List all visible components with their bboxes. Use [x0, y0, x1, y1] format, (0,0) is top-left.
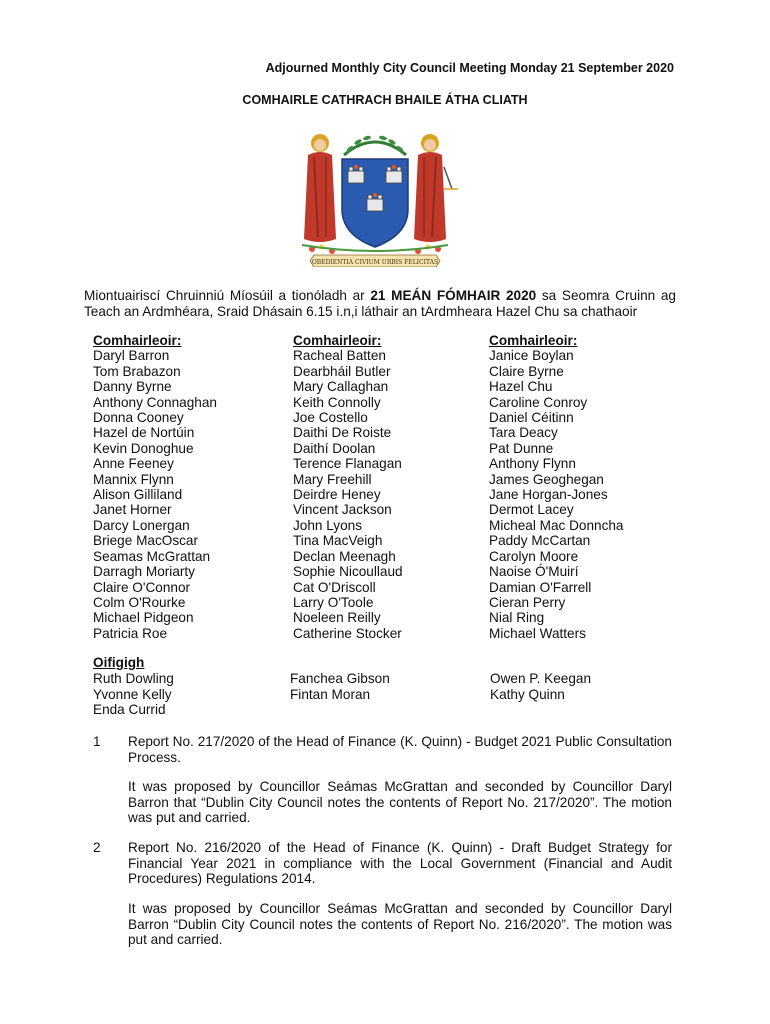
councillor-name: Naoise Ó'Muirí	[489, 564, 579, 580]
item-report: Report No. 217/2020 of the Head of Finance (K. Quinn) - Budget 2021 Public Consultation Process.	[128, 734, 672, 765]
councillor-name: Paddy McCartan	[489, 533, 591, 549]
meeting-header: Adjourned Monthly City Council Meeting Monday 21 September 2020	[265, 61, 674, 75]
councillor-name: John Lyons	[293, 517, 363, 533]
councillor-name: Mannix Flynn	[93, 471, 174, 487]
councillor-name: Noeleen Reilly	[293, 610, 381, 626]
councillor-name: Tom Brabazon	[93, 363, 181, 379]
councillor-name: Michael Watters	[489, 625, 586, 641]
councillor-name: Darcy Lonergan	[93, 517, 190, 533]
official-name: Owen P. Keegan	[490, 671, 592, 686]
official-name: Yvonne Kelly	[93, 686, 172, 702]
councillor-name: Dermot Lacey	[489, 502, 574, 518]
councillor-name: Briege MacOscar	[93, 533, 199, 549]
councillor-name: Anthony Connaghan	[93, 394, 217, 410]
officials-column-1	[93, 671, 174, 718]
councillor-name: Joe Costello	[293, 410, 368, 426]
councillor-name: Catherine Stocker	[293, 625, 402, 641]
councillor-name: Hazel de Nortúin	[93, 425, 195, 441]
councillor-name: Danny Byrne	[93, 379, 172, 395]
councillor-name: Mary Callaghan	[293, 379, 389, 395]
councillor-name: Anne Feeney	[93, 456, 174, 472]
crest-motto: OBEDIENTIA CIVIUM URBIS FELICITAS	[311, 259, 439, 266]
councillor-name: Declan Meenagh	[293, 548, 396, 564]
councillor-name: Cieran Perry	[489, 594, 566, 610]
councillor-name: Claire O'Connor	[93, 579, 191, 595]
councillor-name: Darragh Moriarty	[93, 564, 195, 580]
councillor-name: Patricia Roe	[93, 625, 168, 641]
item-report: Report No. 216/2020 of the Head of Finance (K. Quinn) - Draft Budget Strategy for Financial Year 2021 in compliance with the Local Government (Financial and Audit Procedures) Regulations 2014.	[128, 840, 672, 886]
councillor-name: Daithí Doolan	[293, 440, 376, 456]
item-motion: It was proposed by Councillor Seámas McGrattan and seconded by Councillor Daryl Barron that “Dublin City Council notes the contents of Report No. 217/2020”. The motion was put and carried.	[128, 779, 672, 825]
dublin-coat-of-arms-icon	[292, 127, 458, 267]
official-name: Kathy Quinn	[490, 686, 565, 702]
councillor-name: Cat O'Driscoll	[293, 579, 376, 595]
councillors-column-1	[93, 333, 217, 641]
councillor-name: Jane Horgan-Jones	[489, 487, 608, 503]
councillor-name: Alison Gilliland	[93, 487, 183, 503]
councillor-name: Caroline Conroy	[489, 394, 588, 410]
officials-heading: Oifigigh	[93, 655, 145, 670]
councillor-name: Dearbháil Butler	[293, 363, 391, 379]
councillor-name: Daryl Barron	[93, 348, 170, 364]
councillor-name: Damian O'Farrell	[489, 579, 592, 595]
councillors-heading: Comhairleoir:	[489, 333, 578, 348]
councillor-name: Racheal Batten	[293, 348, 386, 364]
item-motion: It was proposed by Councillor Seámas McGrattan and seconded by Councillor Daryl Barron “Dublin City Council notes the contents of Report No. 216/2020”. The motion was put and carried.	[128, 901, 672, 947]
official-name: Enda Currid	[93, 702, 166, 718]
councillor-name: Pat Dunne	[489, 440, 554, 456]
councillor-name: Nial Ring	[489, 610, 545, 626]
councillor-name: Michael Pidgeon	[93, 610, 194, 626]
meeting-date: 21 MEÁN FÓMHAIR 2020	[370, 288, 537, 303]
councillor-name: Keith Connolly	[293, 394, 381, 410]
councillor-name: Daniel Céitinn	[489, 410, 574, 426]
councillor-name: Janet Horner	[93, 502, 172, 518]
councillors-column-2	[293, 333, 403, 641]
item-number: 1	[93, 734, 101, 749]
councillor-name: Tara Deacy	[489, 425, 558, 441]
councillor-name: Seamas McGrattan	[93, 548, 211, 564]
councillor-name: Kevin Donoghue	[93, 440, 194, 456]
councillors-heading: Comhairleoir:	[93, 333, 182, 348]
councillor-name: Larry O'Toole	[293, 594, 374, 610]
councillor-name: Anthony Flynn	[489, 456, 576, 472]
councillor-name: Janice Boylan	[489, 348, 574, 364]
intro-paragraph: Miontuairiscí Chruinniú Míosúil a tionóladh ar 21 MEÁN FÓMHAIR 2020 sa Seomra Cruinn ag Teach an Ardmhéara, Sraid Dhásain 6.15 i.n,i láthair an tArdmheara Hazel Chu sa chathaoir	[84, 288, 676, 319]
council-title: COMHAIRLE CATHRACH BHAILE ÁTHA CLIATH	[242, 93, 528, 107]
councillor-name: Donna Cooney	[93, 410, 184, 426]
official-name: Fanchea Gibson	[290, 671, 390, 686]
officials-column-3	[490, 671, 591, 702]
councillor-name: Vincent Jackson	[293, 502, 392, 518]
councillor-name: Micheal Mac Donncha	[489, 517, 624, 533]
councillor-name: Tina MacVeigh	[293, 533, 383, 549]
councillor-name: Deirdre Heney	[293, 487, 381, 503]
councillors-heading: Comhairleoir:	[293, 333, 382, 348]
councillor-name: Sophie Nicoullaud	[293, 564, 403, 580]
councillor-name: Colm O'Rourke	[93, 594, 186, 610]
item-number: 2	[93, 840, 101, 855]
councillor-name: Daithi De Roiste	[293, 425, 392, 441]
councillors-column-3	[489, 333, 624, 641]
councillor-name: Carolyn Moore	[489, 548, 579, 564]
councillor-name: James Geoghegan	[489, 471, 604, 487]
councillor-name: Hazel Chu	[489, 379, 553, 395]
official-name: Fintan Moran	[290, 686, 371, 702]
councillor-name: Mary Freehill	[293, 471, 372, 487]
official-name: Ruth Dowling	[93, 671, 174, 686]
councillor-name: Claire Byrne	[489, 363, 564, 379]
councillor-name: Terence Flanagan	[293, 456, 402, 472]
officials-column-2	[290, 671, 390, 702]
